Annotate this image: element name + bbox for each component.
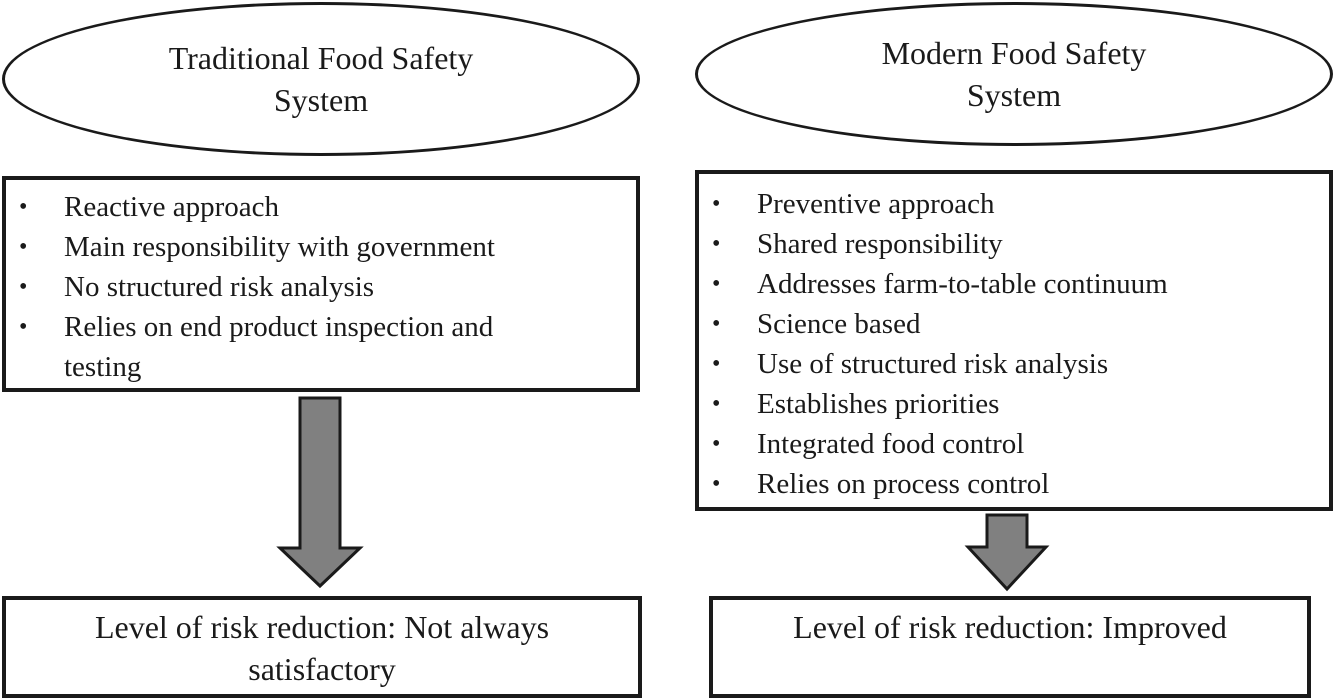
traditional-system-header (2, 2, 640, 156)
modern-down-arrow (966, 515, 1048, 591)
traditional-header-line1: Traditional Food Safety (168, 40, 474, 76)
list-item: • Establishes priorities (699, 384, 1329, 424)
list-item: • Reactive approach (6, 187, 636, 227)
list-item: • Addresses farm-to-table continuum (699, 264, 1329, 304)
modern-risk-reduction-box (709, 596, 1311, 698)
list-item: • Shared responsibility (699, 224, 1329, 264)
modern-characteristics-box (695, 170, 1333, 511)
list-item: • Integrated food control (699, 424, 1329, 464)
list-item: • Preventive approach (699, 184, 1329, 224)
traditional-down-arrow (280, 398, 362, 588)
traditional-result-line1: Level of risk reduction: Not always (94, 609, 550, 645)
modern-result-line1: Level of risk reduction: Improved (793, 609, 1227, 645)
list-item: • Use of structured risk analysis (699, 344, 1329, 384)
list-item: • No structured risk analysis (6, 267, 636, 307)
traditional-risk-reduction-box (2, 596, 642, 698)
modern-characteristics-list (699, 184, 1329, 504)
list-item: • Science based (699, 304, 1329, 344)
list-item: • Relies on end product inspection and testing (6, 307, 636, 387)
traditional-characteristics-list (6, 187, 636, 387)
list-item: • Relies on process control (699, 464, 1329, 504)
modern-system-header (695, 2, 1333, 146)
traditional-result-line2: satisfactory (248, 651, 396, 687)
modern-header-line2: System (966, 77, 1062, 113)
list-item: • Main responsibility with government (6, 227, 636, 267)
traditional-header-line2: System (273, 82, 369, 118)
traditional-characteristics-box (2, 176, 640, 392)
modern-header-line1: Modern Food Safety (881, 35, 1147, 71)
